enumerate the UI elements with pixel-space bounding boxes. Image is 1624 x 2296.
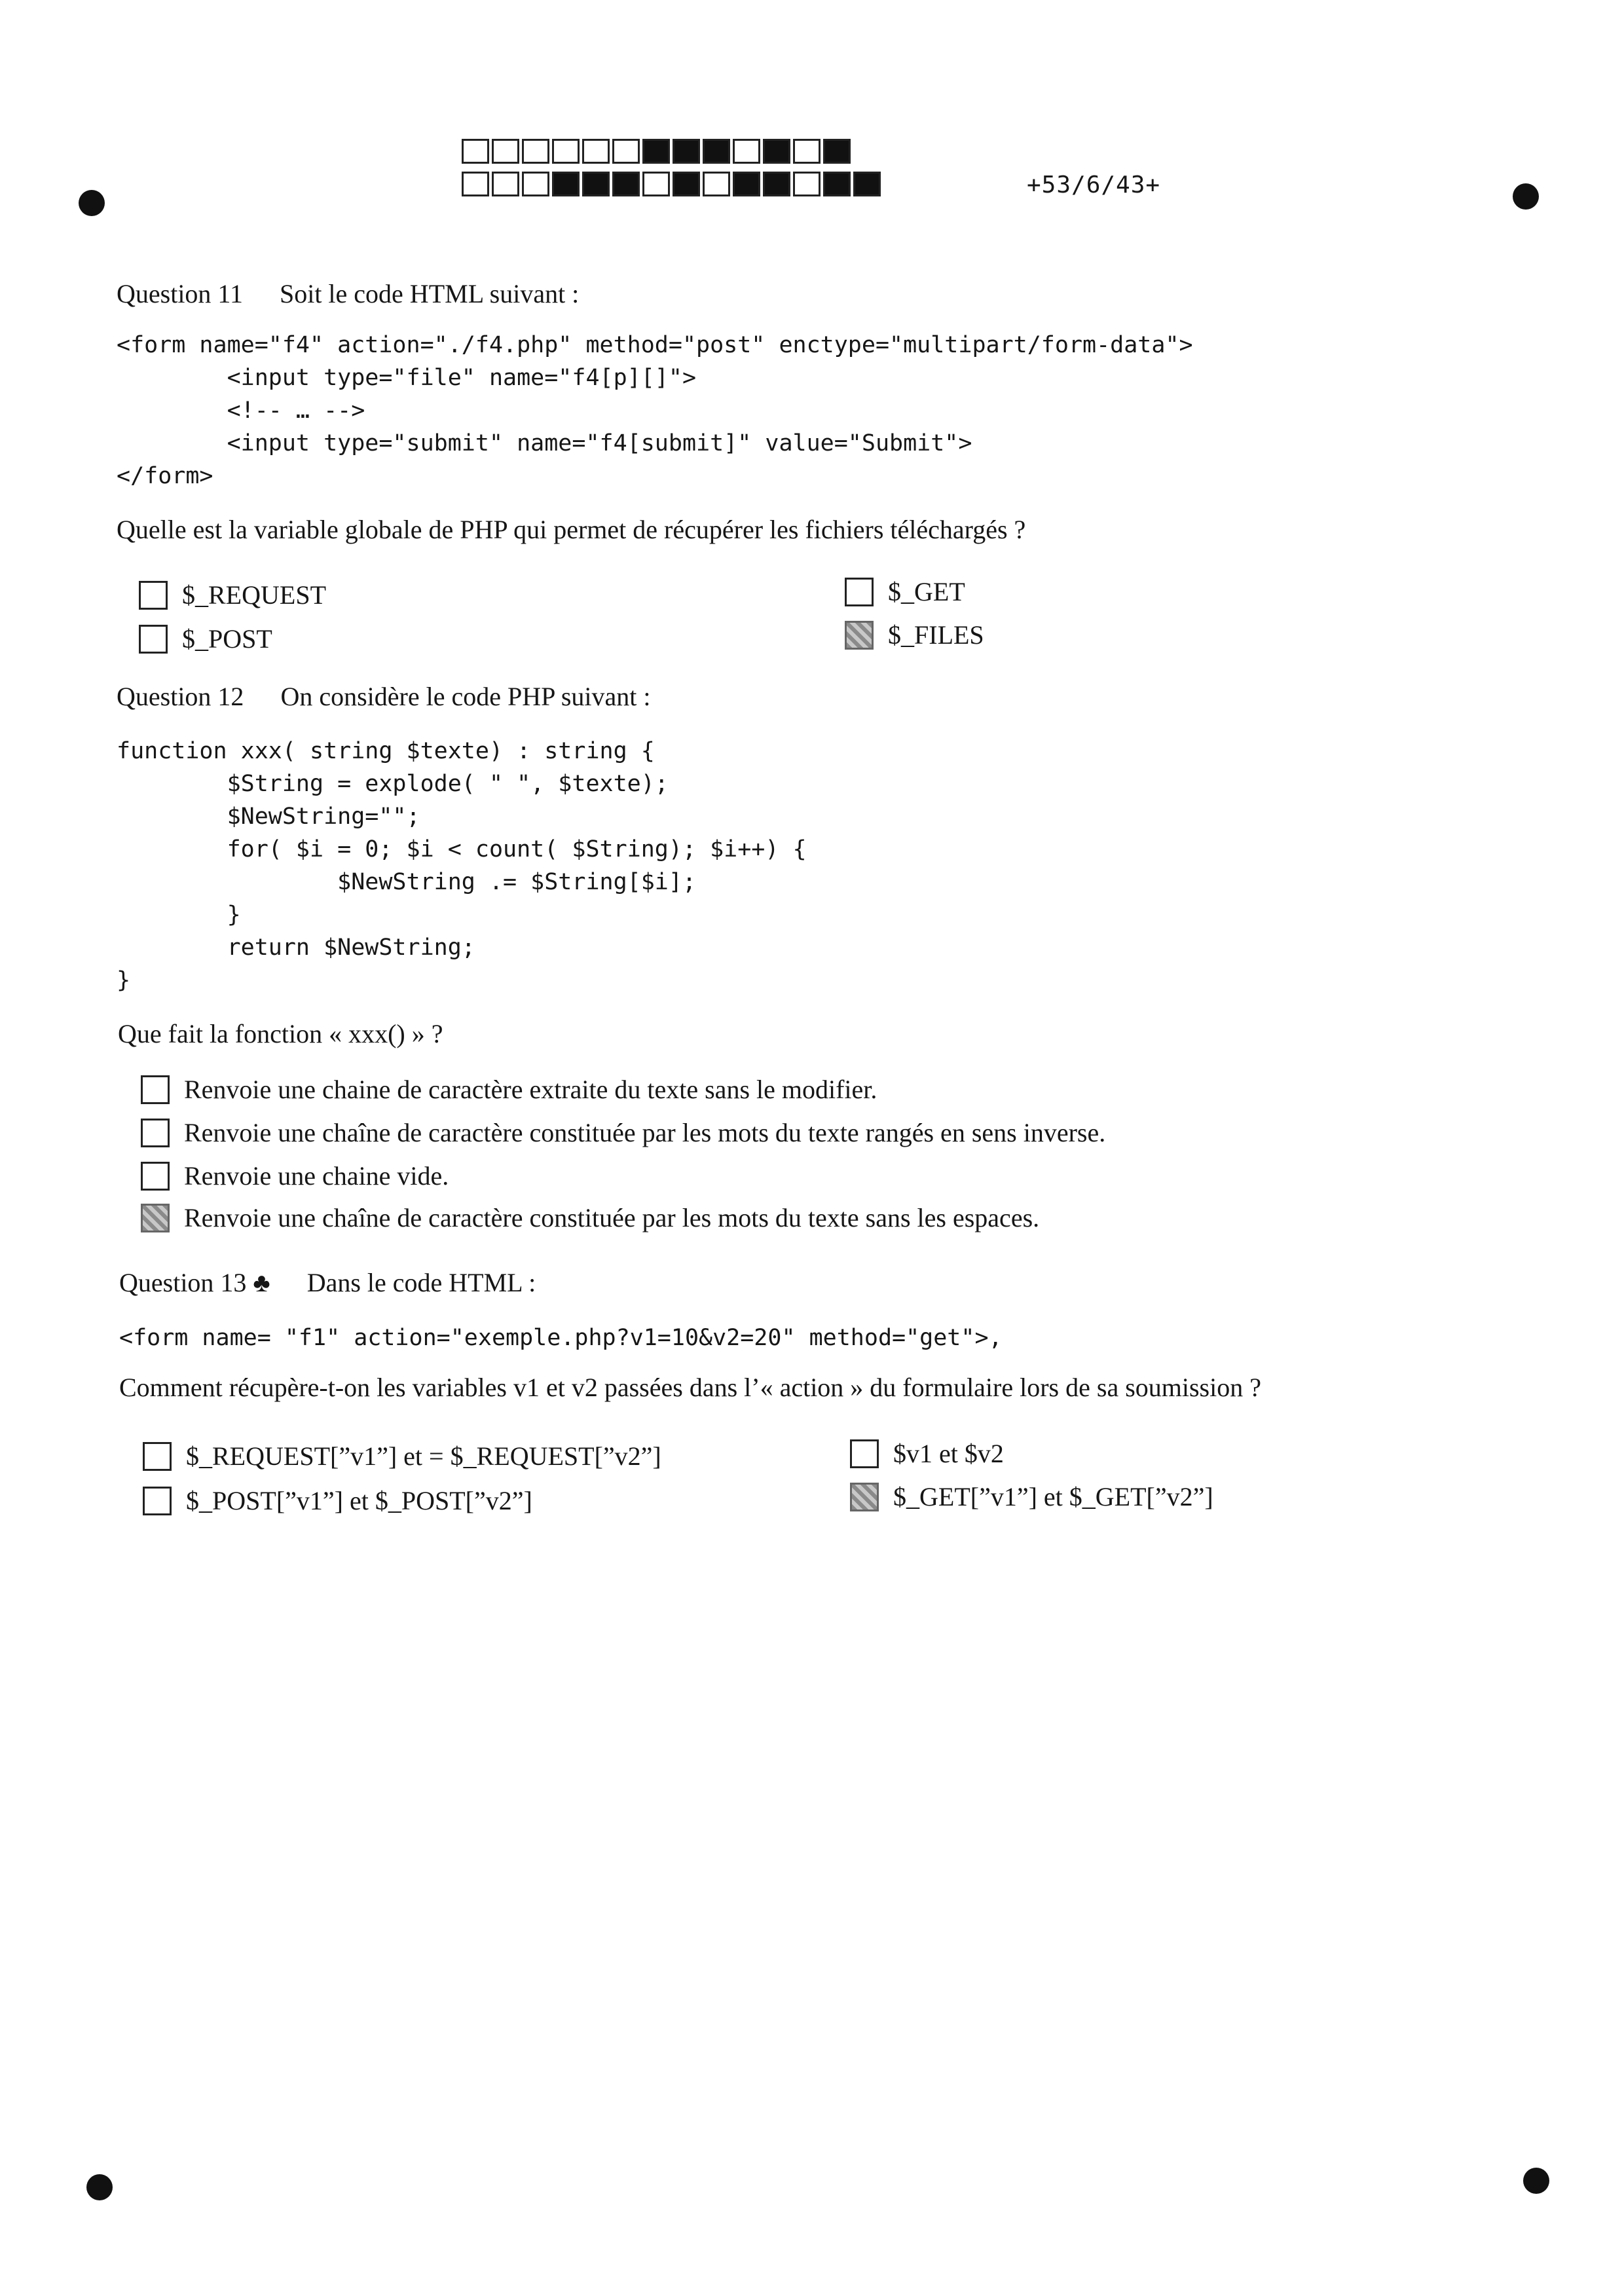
option-label: $v1 et $v2 — [893, 1439, 1004, 1468]
barcode-cell — [492, 139, 519, 164]
q13-checkbox-vars[interactable] — [850, 1439, 879, 1468]
q13-checkbox-get[interactable] — [850, 1483, 879, 1511]
option-label: Renvoie une chaîne de caractère constituée par les mots du texte sans les espaces. — [184, 1203, 1040, 1232]
barcode-cell — [492, 172, 519, 196]
barcode-cell — [703, 139, 730, 164]
question-12-code: function xxx( string $texte) : string { $String = explode( " ", $texte); $NewString=""; for( $i = 0; $i < count( $String); $i++) { $NewString .= $String[$i]; } return $NewString; } — [117, 738, 807, 993]
barcode-cell — [612, 139, 640, 164]
option-label: $_FILES — [888, 620, 984, 650]
q11-checkbox-request[interactable] — [139, 581, 168, 610]
barcode-cell — [763, 139, 790, 164]
barcode-cell — [462, 172, 489, 196]
option-label: Renvoie une chaîne de caractère constituée par les mots du texte rangés en sens inverse. — [184, 1118, 1106, 1147]
question-number: Question 11 — [117, 279, 243, 308]
question-11-prompt: Quelle est la variable globale de PHP qui permet de récupérer les fichiers téléchargés ? — [117, 515, 1026, 544]
q13-option-get[interactable] — [850, 1481, 1213, 1512]
barcode-cell — [522, 139, 549, 164]
question-11-title — [117, 278, 579, 309]
barcode-cell — [673, 139, 700, 164]
barcode-row-2 — [462, 172, 883, 196]
barcode-cell — [462, 139, 489, 164]
q12-checkbox-d[interactable] — [141, 1204, 170, 1232]
q12-option-a[interactable] — [141, 1074, 877, 1105]
barcode-cell — [733, 172, 760, 196]
question-intro: Soit le code HTML suivant : — [279, 279, 580, 308]
q12-option-c[interactable] — [141, 1160, 449, 1191]
barcode-cell — [853, 172, 881, 196]
q13-option-post[interactable] — [143, 1485, 532, 1516]
barcode-cell — [763, 172, 790, 196]
q12-option-d[interactable] — [141, 1202, 1039, 1233]
option-label: Renvoie une chaine de caractère extraite du texte sans le modifier. — [184, 1075, 877, 1104]
question-intro: On considère le code PHP suivant : — [280, 682, 651, 711]
q13-option-vars[interactable] — [850, 1438, 1004, 1469]
q13-option-request[interactable] — [143, 1441, 661, 1472]
q12-option-b[interactable] — [141, 1117, 1105, 1148]
barcode-cell — [522, 172, 549, 196]
q11-checkbox-post[interactable] — [139, 625, 168, 654]
barcode-cell — [673, 172, 700, 196]
q11-option-files[interactable] — [845, 620, 984, 650]
option-label: $_POST[”v1”] et $_POST[”v2”] — [186, 1486, 532, 1515]
option-label: $_GET[”v1”] et $_GET[”v2”] — [893, 1482, 1213, 1511]
question-11-code: <form name="f4" action="./f4.php" method="post" enctype="multipart/form-data"> <input type="file" name="f4[p][]"> <!-- … --> <input type="submit" name="f4[submit]" value="Submit"> </form> — [117, 332, 1193, 489]
q12-checkbox-a[interactable] — [141, 1075, 170, 1104]
question-13-code: <form name= "f1" action="exemple.php?v1=10&v2=20" method="get">, — [119, 1325, 1003, 1351]
question-intro: Dans le code HTML : — [306, 1268, 536, 1297]
barcode-row-1 — [462, 139, 853, 164]
barcode-cell — [582, 139, 610, 164]
q11-option-post[interactable] — [139, 623, 272, 654]
barcode-cell — [823, 139, 851, 164]
question-number: Question 13 ♣ — [119, 1268, 270, 1297]
barcode-cell — [823, 172, 851, 196]
barcode-cell — [552, 172, 580, 196]
registration-mark-bottom-left — [86, 2174, 113, 2200]
option-label: $_GET — [888, 577, 965, 606]
barcode-cell — [552, 139, 580, 164]
question-number: Question 12 — [117, 682, 244, 711]
q11-checkbox-files[interactable] — [845, 621, 874, 650]
barcode-cell — [582, 172, 610, 196]
barcode-cell — [612, 172, 640, 196]
q11-option-get[interactable] — [845, 576, 965, 607]
q12-checkbox-b[interactable] — [141, 1119, 170, 1147]
question-13-title — [119, 1267, 536, 1298]
sheet-code: +53/6/43+ — [1027, 172, 1161, 198]
barcode-cell — [642, 172, 670, 196]
question-13-prompt: Comment récupère-t-on les variables v1 et v2 passées dans l’« action » du formulaire lors de sa soumission ? — [119, 1373, 1261, 1402]
option-label: $_REQUEST[”v1”] et = $_REQUEST[”v2”] — [186, 1441, 661, 1471]
registration-mark-bottom-right — [1523, 2168, 1549, 2194]
registration-mark-top-right — [1513, 183, 1539, 210]
question-12-title — [117, 681, 651, 712]
registration-mark-top-left — [79, 190, 105, 216]
barcode-cell — [642, 139, 670, 164]
option-label: Renvoie une chaine vide. — [184, 1161, 449, 1191]
barcode-cell — [793, 139, 821, 164]
barcode-cell — [793, 172, 821, 196]
barcode-cell — [733, 139, 760, 164]
q11-checkbox-get[interactable] — [845, 578, 874, 606]
q13-checkbox-post[interactable] — [143, 1487, 172, 1515]
option-label: $_POST — [182, 624, 272, 654]
barcode-cell — [703, 172, 730, 196]
question-12-prompt: Que fait la fonction « xxx() » ? — [118, 1019, 443, 1048]
q11-option-request[interactable] — [139, 580, 326, 610]
q12-checkbox-c[interactable] — [141, 1162, 170, 1191]
option-label: $_REQUEST — [182, 580, 326, 610]
q13-checkbox-request[interactable] — [143, 1442, 172, 1471]
